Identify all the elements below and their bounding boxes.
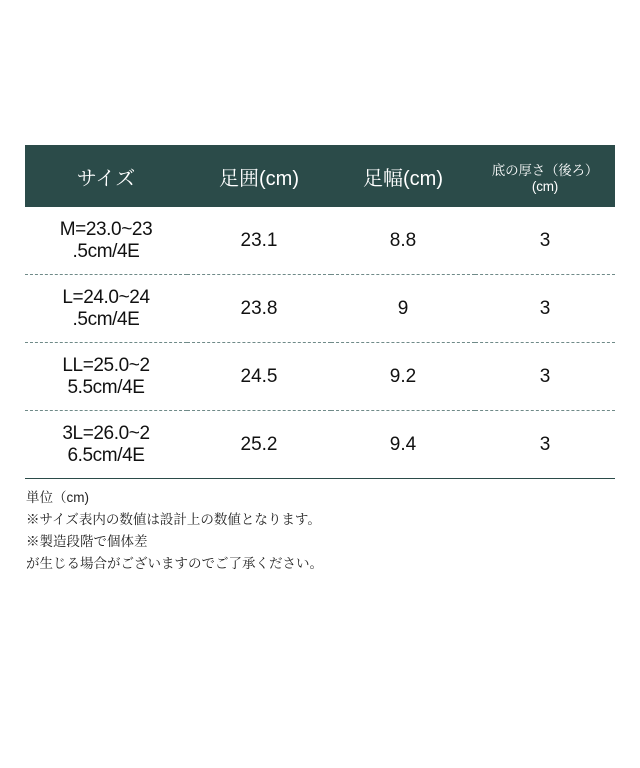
table-row [25, 207, 615, 275]
column-header-foot-width: 足幅(cm) [331, 145, 475, 207]
cell-size-line1: 3L=26.0~2 [62, 423, 150, 445]
cell-foot-width: 8.8 [331, 207, 475, 275]
cell-foot-circumference: 25.2 [187, 411, 331, 479]
cell-sole-thickness: 3 [475, 275, 615, 343]
cell-foot-circumference: 24.5 [187, 343, 331, 411]
note-design-values: ※サイズ表内の数値は設計上の数値となります。 [26, 511, 321, 527]
cell-size-line1: LL=25.0~2 [62, 355, 150, 377]
table-body [25, 207, 615, 479]
cell-size [25, 343, 187, 411]
cell-foot-width: 9.2 [331, 343, 475, 411]
note-manufacturing-variance-2: が生じる場合がございますのでご了承ください。 [26, 555, 323, 571]
cell-size [25, 207, 187, 275]
size-table [25, 145, 615, 479]
table-row [25, 275, 615, 343]
cell-size-line1: M=23.0~23 [59, 219, 153, 241]
cell-size [25, 411, 187, 479]
notes-block [26, 487, 586, 574]
cell-size [25, 275, 187, 343]
note-manufacturing-variance-1: ※製造段階で個体差 [26, 533, 148, 549]
cell-foot-width: 9.4 [331, 411, 475, 479]
table-row [25, 343, 615, 411]
column-header-size: サイズ [25, 145, 187, 207]
cell-size-line1: L=24.0~24 [62, 287, 150, 309]
cell-sole-thickness: 3 [475, 411, 615, 479]
cell-size-line2: 5.5cm/4E [67, 376, 145, 398]
column-header-sole-thickness: 底の厚さ（後ろ）(cm) [475, 145, 615, 207]
table-header-row [25, 145, 615, 207]
table-row [25, 411, 615, 479]
cell-size-line2: .5cm/4E [72, 240, 140, 262]
cell-sole-thickness: 3 [475, 207, 615, 275]
note-unit: 単位（cm) [26, 490, 89, 505]
cell-sole-thickness: 3 [475, 343, 615, 411]
cell-foot-circumference: 23.8 [187, 275, 331, 343]
cell-foot-circumference: 23.1 [187, 207, 331, 275]
cell-size-line2: .5cm/4E [72, 308, 140, 330]
table-header [25, 145, 615, 207]
cell-size-line2: 6.5cm/4E [67, 444, 145, 466]
cell-foot-width: 9 [331, 275, 475, 343]
column-header-foot-circumference: 足囲(cm) [187, 145, 331, 207]
size-table-container [25, 145, 615, 479]
